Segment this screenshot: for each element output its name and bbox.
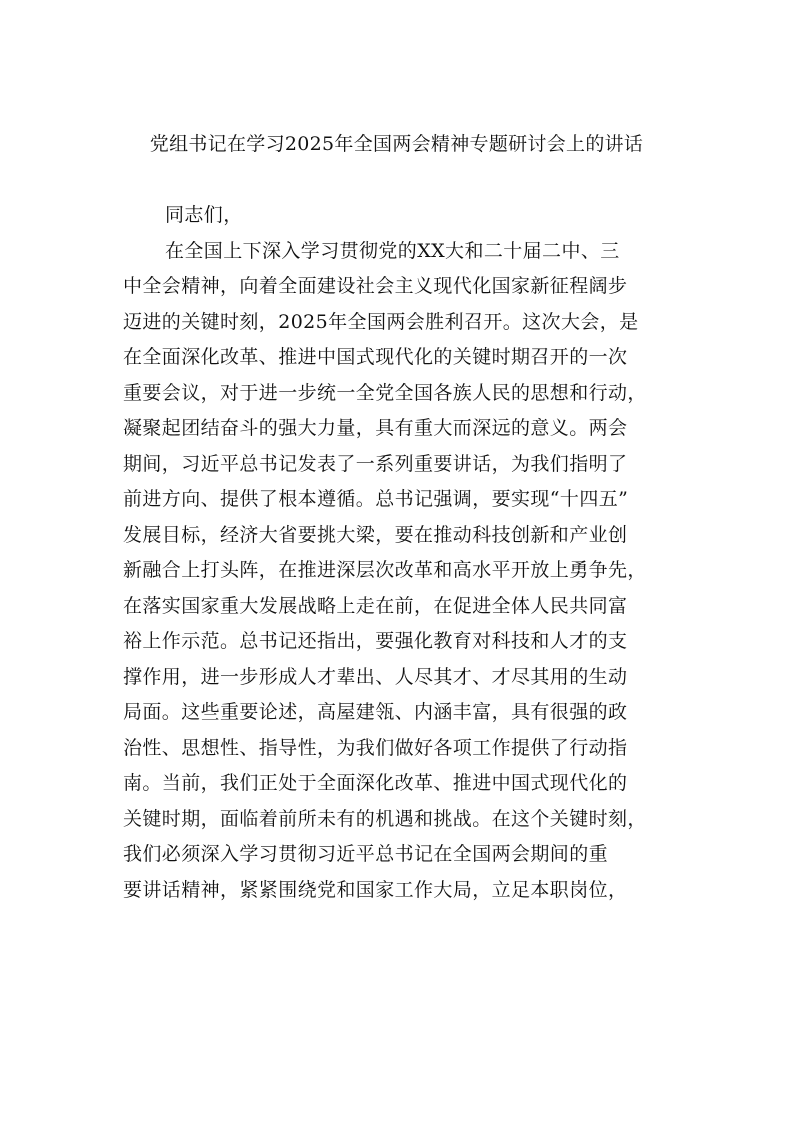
- paragraph-line: 我们必须深入学习贯彻习近平总书记在全国两会期间的重: [123, 843, 609, 865]
- paragraph-line: 中全会精神，向着全面建设社会主义现代化国家新征程阔步: [123, 275, 628, 297]
- paragraph-line: 关键时期，面临着前所未有的机遇和挑战。在这个关键时刻，: [123, 807, 647, 830]
- document-title: 党组书记在学习2025年全国两会精神专题研讨会上的讲话: [149, 133, 644, 155]
- paragraph-line: 新融合上打头阵，在推进深层次改革和高水平开放上勇争先，: [123, 559, 647, 581]
- paragraph-line: 迈进的关键时刻，2025年全国两会胜利召开。这次大会，是: [123, 310, 639, 333]
- paragraph-line: 南。当前，我们正处于全面深化改革、推进中国式现代化的: [123, 772, 628, 794]
- paragraph-line: 局面。这些重要论述，高屋建瓴、内涵丰富，具有很强的政: [123, 701, 628, 723]
- paragraph-line: 前进方向、提供了根本遵循。总书记强调，要实现“十四五”: [123, 488, 629, 510]
- paragraph-line: 要讲话精神，紧紧围绕党和国家工作大局，立足本职岗位，: [123, 878, 628, 901]
- paragraph-line: 撑作用，进一步形成人才辈出、人尽其才、才尽其用的生动: [123, 665, 628, 688]
- paragraph-line: 重要会议，对于进一步统一全党全国各族人民的思想和行动，: [123, 381, 647, 404]
- paragraph-line: 期间，习近平总书记发表了一系列重要讲话，为我们指明了: [123, 452, 628, 475]
- paragraph-line: 在全国上下深入学习贯彻党的XX大和二十届二中、三: [165, 239, 620, 262]
- document-body: [123, 198, 683, 908]
- salutation: 同志们，: [165, 204, 243, 226]
- paragraph-line: 发展目标，经济大省要挑大梁，要在推动科技创新和产业创: [123, 523, 628, 546]
- paragraph-line: 在落实国家重大发展战略上走在前，在促进全体人民共同富: [123, 594, 628, 617]
- paragraph-line: 在全面深化改革、推进中国式现代化的关键时期召开的一次: [123, 346, 628, 368]
- paragraph-line: 治性、思想性、指导性，为我们做好各项工作提供了行动指: [123, 736, 628, 759]
- paragraph-line: 凝聚起团结奋斗的强大力量，具有重大而深远的意义。两会: [123, 417, 628, 439]
- paragraph-line: 裕上作示范。总书记还指出，要强化教育对科技和人才的支: [123, 630, 628, 652]
